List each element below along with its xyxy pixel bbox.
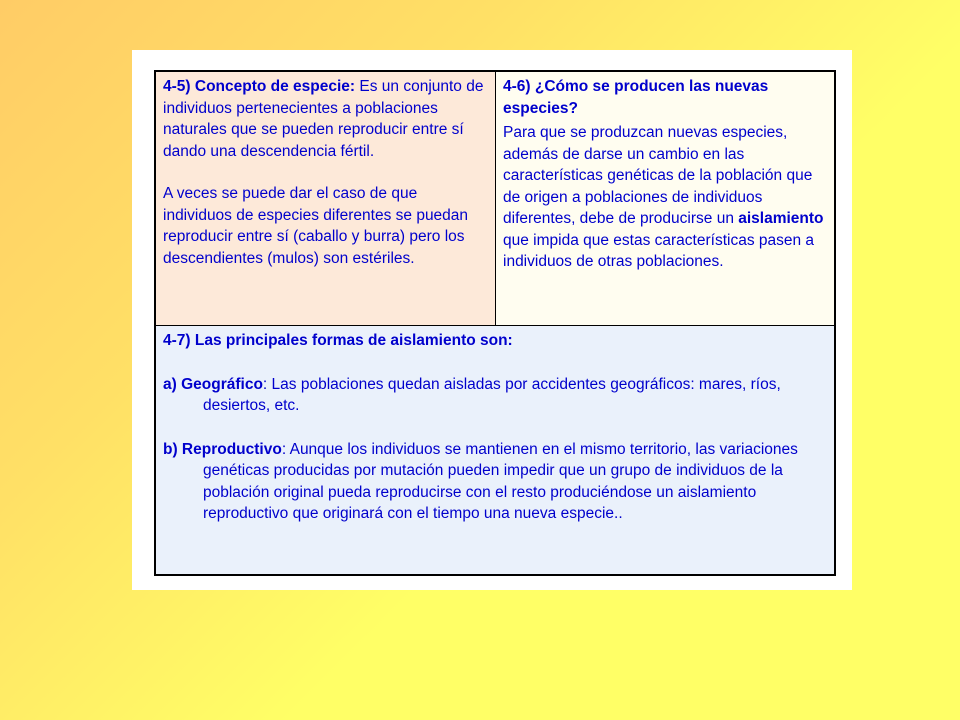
reproductive-text: : Aunque los individuos se mantienen en el mismo territorio, las variaciones genéticas producidas por mutación pueden impedir que un grupo de individuos de la población original pueda reproducirse con el resto produciéndose un aislamiento reproductivo que originará con el tiempo una nueva especie.. (203, 440, 798, 522)
reproductive-item (163, 439, 827, 525)
aislamiento-emphasis: aislamiento (738, 210, 824, 227)
concepto-especie-heading: 4-5) Concepto de especie: (163, 78, 356, 95)
geographic-text: : Las poblaciones quedan aisladas por accidentes geográficos: mares, ríos, desiertos, etc. (203, 375, 781, 414)
slide-panel (132, 50, 852, 590)
geographic-item (163, 374, 827, 417)
formas-aislamiento-heading: 4-7) Las principales formas de aislamiento son: (163, 332, 513, 349)
geographic-label: a) Geográfico (163, 375, 263, 393)
nuevas-especies-text-before: Para que se produzcan nuevas especies, además de darse un cambio en las características genéticas de la población que de origen a poblaciones de individuos diferentes, debe de producirse un (503, 124, 813, 227)
cell-formas-aislamiento (156, 326, 834, 574)
nuevas-especies-text-after: que impida que estas características pasen a individuos de otras poblaciones. (503, 231, 815, 270)
content-table (154, 70, 836, 576)
spacer (163, 162, 488, 183)
concepto-especie-paragraph (163, 76, 488, 162)
concepto-especie-definition: Es un conjunto de individuos pertenecientes a poblaciones naturales que se pueden reproducir entre sí dando una descendencia fértil. (163, 78, 484, 160)
reproductive-label: b) Reproductivo (163, 440, 282, 458)
cell-concepto-especie (156, 72, 496, 326)
cell-nuevas-especies (496, 72, 834, 326)
nuevas-especies-paragraph (503, 122, 827, 273)
nuevas-especies-heading: 4-6) ¿Cómo se producen las nuevas especies? (503, 78, 769, 117)
spacer (163, 352, 827, 374)
spacer (163, 417, 827, 439)
concepto-especie-note: A veces se puede dar el caso de que individuos de especies diferentes se puedan reproducir entre sí (caballo y burra) pero los descendientes (mulos) son estériles. (163, 185, 469, 267)
